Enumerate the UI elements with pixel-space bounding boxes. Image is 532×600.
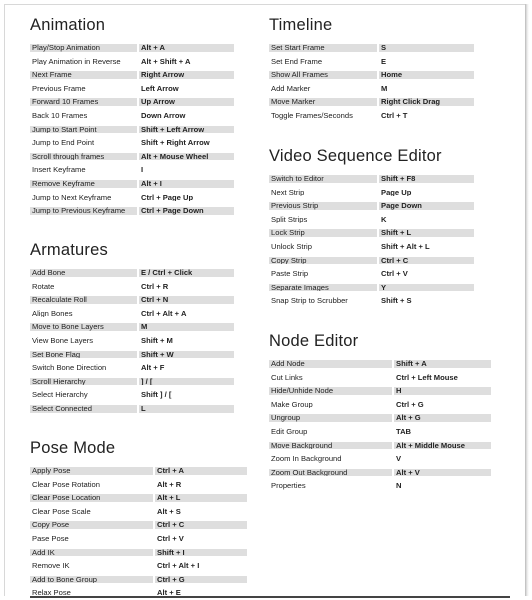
shortcut-row (30, 280, 234, 294)
shortcut-action: View Bone Layers (32, 336, 94, 345)
shortcut-action: Set End Frame (271, 57, 323, 66)
shortcut-row (269, 41, 474, 55)
shortcut-table (269, 357, 491, 493)
shortcut-keys: Alt + A (139, 44, 234, 52)
shortcut-keys: Alt + I (139, 180, 234, 188)
shortcut-row (30, 136, 234, 150)
shortcut-keys: Shift + S (381, 297, 412, 305)
shortcut-action: Edit Group (271, 427, 308, 436)
shortcut-row (30, 109, 234, 123)
shortcut-action: Previous Frame (32, 84, 86, 93)
shortcut-keys: Ctrl + Left Mouse (396, 373, 458, 382)
shortcut-action: Select Hierarchy (32, 391, 88, 399)
shortcut-keys: Ctrl + C (379, 257, 474, 265)
shortcut-action: Clear Pose Scale (32, 507, 91, 516)
shortcut-keys: Home (379, 71, 474, 79)
shortcut-row (30, 518, 247, 532)
section-title: Timeline (269, 16, 333, 34)
shortcut-row (269, 294, 474, 308)
shortcut-action: Next Strip (271, 188, 305, 197)
shortcut-keys: Ctrl + Page Up (141, 193, 194, 202)
shortcut-row (269, 240, 474, 254)
shortcut-action: Move Marker (269, 98, 377, 106)
shortcut-keys: N (396, 482, 402, 490)
shortcut-keys: Shift + W (139, 351, 234, 359)
page-shadow-right (525, 4, 529, 596)
shortcut-row (269, 213, 474, 227)
shortcut-row (30, 191, 234, 205)
shortcut-keys: Alt + L (155, 494, 247, 502)
shortcut-keys: Down Arrow (141, 111, 186, 120)
shortcut-keys: Ctrl + G (155, 576, 247, 584)
shortcut-row (30, 375, 234, 389)
shortcut-action: Cut Links (271, 373, 303, 382)
shortcut-keys: M (139, 323, 234, 331)
shortcut-row (30, 334, 234, 348)
shortcut-table (269, 172, 474, 308)
shortcut-row (30, 163, 234, 177)
shortcut-keys: M (381, 84, 388, 93)
section-title: Armatures (30, 241, 108, 259)
shortcut-row (269, 82, 474, 96)
shortcut-action: Switch to Editor (269, 175, 377, 183)
shortcut-keys: TAB (396, 427, 412, 436)
section-video-sequence-editor (269, 146, 474, 308)
shortcut-action: Add Marker (271, 84, 311, 93)
shortcut-action: Scroll through frames (30, 153, 137, 161)
section-title: Node Editor (269, 332, 359, 350)
shortcut-row (30, 573, 247, 587)
shortcut-keys: Ctrl + T (381, 111, 408, 120)
shortcut-row (269, 371, 491, 385)
shortcut-row (30, 546, 247, 560)
shortcut-keys: Shift + F8 (379, 175, 474, 183)
shortcut-row (30, 348, 234, 362)
shortcut-row (30, 55, 234, 69)
shortcut-keys: I (141, 166, 144, 174)
shortcut-row (30, 82, 234, 96)
shortcut-keys: Alt + Shift + A (141, 57, 191, 66)
shortcut-row (30, 307, 234, 321)
shortcut-keys: Shift ] / [ (141, 391, 172, 399)
shortcut-row (30, 68, 234, 82)
shortcut-row (30, 266, 234, 280)
shortcut-row (269, 68, 474, 82)
shortcut-action: Paste Strip (271, 270, 309, 278)
shortcut-keys: Alt + E (157, 589, 181, 597)
shortcut-action: Recalculate Roll (30, 296, 137, 304)
shortcut-row (30, 505, 247, 519)
shortcut-action: Clear Pose Location (30, 494, 153, 502)
shortcut-row (30, 320, 234, 334)
shortcut-table (269, 41, 474, 123)
shortcut-row (269, 466, 491, 480)
shortcut-row (269, 226, 474, 240)
shortcut-keys: Ctrl + R (141, 282, 169, 291)
shortcut-action: Set Bone Flag (30, 351, 137, 359)
shortcut-row (269, 479, 491, 493)
shortcut-keys: Ctrl + V (381, 270, 408, 278)
shortcut-keys: Alt + Middle Mouse (394, 442, 491, 450)
shortcut-keys: Ctrl + Page Down (139, 207, 234, 215)
shortcut-row (269, 425, 491, 439)
shortcut-action: Clear Pose Rotation (32, 480, 100, 489)
shortcut-keys: Page Down (379, 202, 474, 210)
shortcut-action: Zoom In Background (271, 455, 342, 463)
shortcut-action: Set Start Frame (269, 44, 377, 52)
shortcut-keys: Alt + V (394, 469, 491, 477)
shortcut-row (30, 293, 234, 307)
shortcut-keys: Shift + A (394, 360, 491, 368)
shortcut-action: Make Group (271, 400, 313, 409)
shortcut-action: Toggle Frames/Seconds (271, 111, 353, 120)
shortcut-row (269, 95, 474, 109)
shortcut-row (30, 491, 247, 505)
shortcut-action: Hide/Unhide Node (269, 387, 392, 395)
shortcut-row (30, 95, 234, 109)
shortcut-keys: Alt + R (157, 480, 182, 489)
shortcut-action: Ungroup (269, 414, 392, 422)
shortcut-keys: Up Arrow (139, 98, 234, 106)
shortcut-row (30, 177, 234, 191)
shortcut-action: Insert Keyframe (32, 166, 86, 174)
shortcut-row (30, 388, 234, 402)
shortcut-keys: Alt + F (141, 364, 165, 372)
shortcut-action: Move to Bone Layers (30, 323, 137, 331)
shortcut-keys: Shift + I (155, 549, 247, 557)
shortcut-keys: ] / [ (139, 378, 234, 386)
shortcut-row (30, 586, 247, 600)
shortcut-keys: Right Click Drag (379, 98, 474, 106)
shortcut-keys: Shift + Right Arrow (141, 139, 210, 147)
shortcut-action: Align Bones (32, 309, 73, 318)
shortcut-action: Move Background (269, 442, 392, 450)
shortcut-row (269, 55, 474, 69)
shortcut-action: Play/Stop Animation (30, 44, 137, 52)
shortcut-keys: Shift + Left Arrow (139, 126, 234, 134)
shortcut-keys: Alt + G (394, 414, 491, 422)
shortcut-action: Relax Pose (32, 589, 71, 597)
shortcut-keys: L (139, 405, 234, 413)
shortcut-table (30, 464, 247, 600)
section-node-editor (269, 331, 491, 493)
section-timeline (269, 15, 474, 123)
shortcut-action: Next Frame (30, 71, 137, 79)
shortcut-action: Zoom Out Background (269, 469, 392, 477)
shortcut-row (30, 204, 234, 218)
shortcut-action: Separate Images (269, 284, 377, 292)
shortcut-row (269, 281, 474, 295)
shortcut-row (30, 41, 234, 55)
shortcut-row (30, 361, 234, 375)
shortcut-keys: Ctrl + C (155, 521, 247, 529)
shortcut-keys: E (381, 57, 387, 66)
shortcut-row (269, 357, 491, 371)
shortcut-action: Add to Bone Group (30, 576, 153, 584)
shortcut-action: Show All Frames (269, 71, 377, 79)
shortcut-row (269, 439, 491, 453)
shortcut-row (30, 123, 234, 137)
shortcut-keys: Ctrl + Alt + A (141, 309, 187, 318)
section-title: Pose Mode (30, 439, 116, 457)
shortcut-action: Copy Pose (30, 521, 153, 529)
shortcut-action: Jump to Start Point (30, 126, 137, 134)
shortcut-action: Pase Pose (32, 534, 69, 543)
shortcut-action: Add IK (30, 549, 153, 557)
shortcut-table (30, 266, 234, 416)
shortcut-row (269, 398, 491, 412)
shortcut-action: Lock Strip (269, 229, 377, 237)
shortcut-action: Rotate (32, 282, 55, 291)
shortcut-action: Add Node (269, 360, 392, 368)
shortcut-keys: Left Arrow (141, 84, 179, 93)
shortcut-row (269, 267, 474, 281)
shortcut-keys: E / Ctrl + Click (139, 269, 234, 277)
shortcut-keys: Ctrl + G (396, 400, 424, 409)
shortcut-keys: H (394, 387, 491, 395)
shortcut-keys: Page Up (381, 188, 412, 197)
shortcut-row (30, 532, 247, 546)
shortcut-action: Unlock Strip (271, 242, 312, 251)
shortcut-keys: Alt + Mouse Wheel (139, 153, 234, 161)
shortcut-action: Play Animation in Reverse (32, 57, 121, 66)
shortcut-keys: Shift + L (379, 229, 474, 237)
shortcut-action: Previous Strip (269, 202, 377, 210)
shortcut-row (269, 411, 491, 425)
shortcut-row (269, 109, 474, 123)
shortcut-action: Properties (271, 482, 306, 490)
shortcut-row (30, 478, 247, 492)
shortcut-keys: Shift + M (141, 336, 173, 345)
shortcut-keys: Ctrl + N (139, 296, 234, 304)
shortcut-keys: Y (379, 284, 474, 292)
shortcut-row (30, 559, 247, 573)
shortcut-row (269, 452, 491, 466)
shortcut-row (269, 384, 491, 398)
shortcut-keys: S (379, 44, 474, 52)
shortcut-keys: Alt + S (157, 507, 181, 516)
shortcut-table (30, 41, 234, 218)
section-pose-mode (30, 438, 247, 600)
shortcut-action: Remove IK (32, 562, 70, 570)
shortcut-action: Add Bone (30, 269, 137, 277)
shortcut-action: Jump to Next Keyframe (32, 193, 112, 202)
shortcut-action: Apply Pose (30, 467, 153, 475)
shortcut-keys: Right Arrow (139, 71, 234, 79)
shortcut-action: Switch Bone Direction (32, 364, 107, 372)
shortcut-row (269, 199, 474, 213)
shortcut-action: Snap Strip to Scrubber (271, 297, 348, 305)
shortcut-action: Remove Keyframe (30, 180, 137, 188)
section-title: Video Sequence Editor (269, 147, 442, 165)
section-title: Animation (30, 16, 106, 34)
shortcut-row (30, 464, 247, 478)
shortcut-action: Back 10 Frames (32, 111, 88, 120)
shortcut-keys: Shift + Alt + L (381, 242, 430, 251)
shortcut-action: Forward 10 Frames (30, 98, 137, 106)
shortcut-keys: Ctrl + A (155, 467, 247, 475)
shortcut-action: Jump to Previous Keyframe (30, 207, 137, 215)
shortcut-keys: Ctrl + Alt + I (157, 562, 200, 570)
section-armatures (30, 240, 234, 416)
shortcut-keys: V (396, 455, 402, 463)
shortcut-keys: Ctrl + V (157, 534, 184, 543)
shortcut-action: Jump to End Point (32, 139, 95, 147)
shortcut-action: Scroll Hierarchy (30, 378, 137, 386)
shortcut-row (30, 402, 234, 416)
shortcut-row (269, 254, 474, 268)
shortcut-keys: K (381, 215, 387, 224)
shortcut-row (269, 172, 474, 186)
shortcut-action: Select Connected (30, 405, 137, 413)
shortcut-action: Split Strips (271, 215, 308, 224)
shortcut-action: Copy Strip (269, 257, 377, 265)
shortcut-row (30, 150, 234, 164)
shortcut-row (269, 186, 474, 200)
section-animation (30, 15, 234, 218)
